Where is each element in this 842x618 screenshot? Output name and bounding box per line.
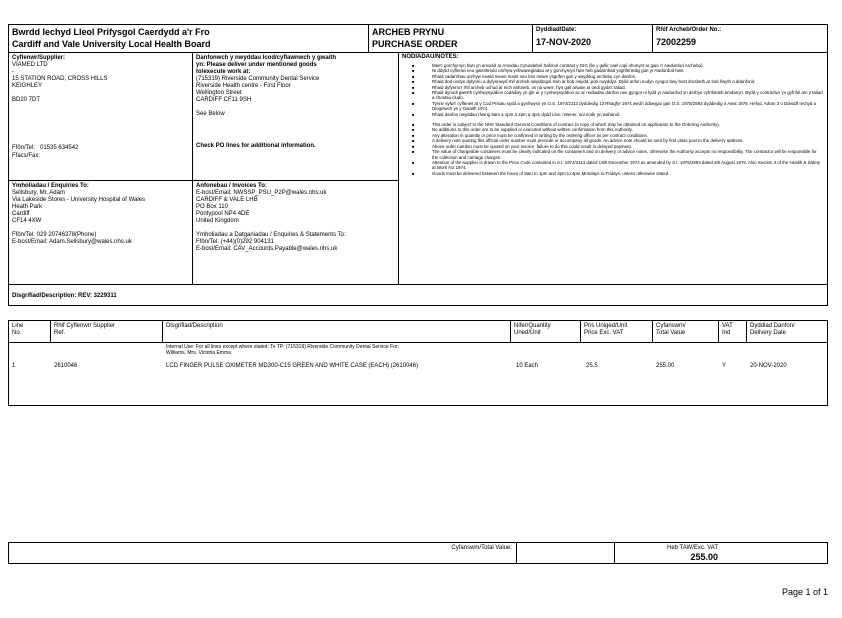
invoices-email: E-bost/Email: CAV_Accounts.Payable@wales.nhs.uk	[196, 246, 338, 252]
enquiries-block	[12, 183, 190, 246]
doc-title-english: PURCHASE ORDER	[372, 39, 458, 49]
header-quantity	[514, 323, 551, 337]
invoices-line: PO Box 110	[196, 204, 228, 210]
enquiries-line: Sellsbury, Mr. Adam	[12, 190, 65, 196]
row-unit-price: 25.5	[586, 363, 598, 369]
order-number-label: Rhif Archeb/Order No.:	[656, 27, 722, 33]
row-description: LCD FINGER PULSE OXIMETER MD300-C15 GREEN AND WHITE CASE (EACH) (2610046)	[166, 363, 419, 369]
list-item: ■ Any alteration in quantity or price must be confirmed in writing by the ordering officer as per contract conditions.	[402, 133, 824, 138]
header-text: Cyfanswm/	[656, 323, 686, 329]
invoices-line: United Kingdom	[196, 218, 239, 224]
enquiries-line: CF14 4XW	[12, 218, 42, 224]
header-supplier-ref	[54, 323, 115, 337]
enquiries-line: Heath Park	[12, 204, 43, 210]
invoices-line: Pontypool NP4 4DE	[196, 211, 250, 217]
delivery-line: Riverside Health centre - First Floor	[196, 83, 291, 89]
delivery-note: Check PO lines for additional information.	[196, 143, 316, 149]
row-vat-ind: Y	[722, 363, 727, 369]
enquiries-email: E-bost/Email: Adam.Sellsbury@wales.nhs.uk	[12, 239, 132, 245]
list-item: ■ Above order number must be quoted on your invoice, failure to do this could result in delayed payment.	[402, 144, 824, 149]
total-value: 255.00	[690, 552, 718, 562]
invoices-email: E-bost/Email: NWSSP_PSU_P2P@wales.nhs.uk	[196, 190, 327, 196]
list-item: ■ The value of chargeable containers must be clearly indicated on the containers and on delivery or advice notes, otherwise the Authority accepts no responsibility. The contractor will be responsible for the collection and carriage charges.	[402, 149, 824, 160]
org-name-english: Cardiff and Vale University Local Health Board	[12, 39, 211, 49]
invoices-line	[196, 225, 396, 232]
delivery-line: CARDIFF CF11 9SH	[196, 97, 252, 103]
list-item: ■ A delivery note quoting this official order number must precede or accompany all goods. An advice note should be sent by first class post to the delivery address.	[402, 138, 824, 143]
list-item: ■ Attention of the supplier is drawn to the Price Code contained in S.I. 1974/2113 dated 13th December 1974 as amended by S.I. 1975/2593 dated 4th August 1975. Also Section 3 of the Health & Safety at Work Act 1974.	[402, 160, 824, 171]
header-text: Ind	[722, 330, 731, 336]
header-line-no	[12, 323, 23, 337]
total-exc-vat-label: Heb TAW/Exc. VAT	[666, 545, 718, 551]
list-item: ■ Tynnir sylw'r cyflenwr at y Cod Prisiau sydd a gynhwysir yn O.S. 1974/2113 dyddiedig 13 Rhagfyr 1974 wedi'i ddiwygio gan O.S. 1975/2593 dyddiedig 4 Awst 1975. Hefyd, Adran 3 o Ddeddf Iechyd a Diogelwch yn y Gwaith 1974.	[402, 101, 824, 112]
invoices-block	[196, 183, 396, 253]
supplier-line	[12, 90, 190, 97]
header-text: No.	[12, 330, 22, 336]
list-item: ■ Rhaid cadarnhau unrhyw newid mewn maint neu bris mewn ysgrifen gan y swyddog archebu cyn danfon.	[402, 74, 824, 79]
supplier-line: -	[12, 69, 14, 75]
delivery-label: Danfonwch y nwyddau lcod/cyflawnwch y gwaith	[196, 55, 337, 61]
delivery-label: to/execute work at:	[196, 69, 251, 75]
list-item: ■ Rhaid dyfynnu'r rhif archeb uchod ar eich anfoneb, os na wneir, hyn gall arwain at oedi gyda'r taliad.	[402, 85, 824, 90]
list-item: ■ Mae'r gorchymyn hwn yn amodol ar Amodau Cytundebol Safonol contract y GIG (lle y gellir cael copi ohonynt ar gais i'r Awdurdod Archebu).	[402, 63, 824, 68]
supplier-line: BD20 7DT	[12, 97, 41, 103]
supplier-line: KEIGHLEY	[12, 83, 43, 89]
delivery-line	[196, 104, 396, 111]
row-total-value: 255.00	[656, 363, 675, 369]
doc-title-welsh: ARCHEB PRYNU	[372, 27, 445, 37]
list-item: ■ Rhaid danfon nwyddau rhwng 9am a 1pm a 2pm a 4pm dydd Llun i Wener, oni nodir yn wahanol.	[402, 112, 824, 117]
invoices-line: Ffôn/Tel: (+44)(0)292 904131	[196, 239, 274, 245]
list-item: ■ Rhaid dynodi gwerth cynhwysyddion codadwy yn glir ar y cynhwysyddion ac ar nodiadau danfon neu gyngor ni fydd yr Awdurdod yn derbyn cyfrifoldeb amdanyn. Bydd y contractwr yn gyfrifol am y taliad a chostau cludo.	[402, 90, 824, 101]
header-text: Dyddiad Danfon/	[750, 323, 795, 329]
notes-english-list	[402, 122, 824, 176]
row-delivery-date: 20-NOV-2020	[750, 363, 787, 369]
page-number: Page 1 of 1	[781, 587, 828, 597]
row-supplier-ref: 2610046	[54, 363, 78, 369]
internal-use-line: Williams, Mrs. Victoria Emma	[166, 350, 231, 357]
header-description	[166, 323, 223, 330]
header-text: Delivery Date	[750, 330, 787, 336]
invoices-label: Anfonebau / Invoices To:	[196, 183, 267, 189]
delivery-block	[196, 55, 396, 118]
notes-welsh-list	[402, 63, 824, 117]
supplier-phone: Ffôn/Tel: 01535 634542	[12, 145, 79, 151]
invoices-line: CARDIFF & VALE LHB	[196, 197, 258, 203]
header-total-value	[656, 323, 686, 337]
internal-use-note	[166, 344, 399, 357]
list-item: ■ This order is subject to the NHS Standard General Conditions of contract (a copy of which may be obtained on application to the Ordering Authority).	[402, 122, 824, 127]
list-item: ■ Ni ddylid cyflenwi neu gweithredu unrhyw ychwanegiadau at y gorchymyn hwn heb gadarnhad ysgrifenedig gan yr Awdurdod hwn.	[402, 68, 824, 73]
list-item: ■ No additions to this order are to be supplied or executed without written confirmation from this Authority.	[402, 127, 824, 132]
enquiries-line	[12, 225, 190, 232]
header-text: Rhif Cyflenwr/ Supplier	[54, 323, 116, 329]
supplier-label: Cyflenwr/Supplier:	[12, 55, 66, 61]
header-delivery-date	[750, 323, 795, 337]
header-text: Disgrifiad/Description	[166, 323, 223, 329]
list-item: ■ Rhaid dod nodyn dyfynnu a dyfynnwyd rhif archeb swyddogol hwn ar bob nwydd, pob cwyddyn. Dylid anfon nodyn cyngor bwy bost drosbeth ar bob llwyth a ddanfonir.	[402, 79, 824, 84]
delivery-label: yn: Please deliver under mentioned goods	[196, 62, 317, 68]
enquiries-line: Via Lakeside Stores - University Hospital of Wales	[12, 197, 146, 203]
row-quantity: 10 Each	[516, 363, 539, 369]
header-text: Price Exc. VAT	[584, 330, 624, 336]
supplier-line: VIAMED LTD	[12, 62, 48, 68]
header-unit-price	[584, 323, 627, 337]
row-line-no: 1	[12, 363, 16, 369]
date-value: 17-NOV-2020	[536, 37, 592, 47]
header-text: Uned/Unit	[514, 330, 541, 336]
enquiries-label: Ymholiadau / Enquiries To:	[12, 183, 89, 189]
supplier-line: 15 STATION ROAD, CROSS HILLS	[12, 76, 108, 82]
header-text: Ref.	[54, 330, 66, 336]
internal-use-line: Internal Use: For all lines except where stated: To TP: (715319) Riverside Community Dental Service For:	[166, 344, 399, 350]
supplier-block	[12, 55, 190, 104]
enquiries-line: Ffôn/Tel: 029 20746378(Phone)	[12, 232, 97, 238]
table-row	[8, 363, 828, 373]
delivery-line: (715319) Riverside Community Dental Service	[196, 76, 320, 82]
invoices-line: Ymholiadau a Datganiadau / Enquiries & Statements To:	[196, 232, 346, 238]
header-text: Pris Uniged/Unit	[584, 323, 628, 329]
delivery-line: See Below	[196, 111, 225, 117]
org-name-welsh: Bwrdd Iechyd Lleol Prifysgol Caerdydd a'r Fro	[12, 27, 210, 37]
header-vat-ind	[722, 323, 733, 337]
header-text: Total Value	[656, 330, 686, 336]
total-label: Cyfanswm/Total Value:	[451, 545, 512, 551]
header-text: Line	[12, 323, 24, 329]
notes-label: NODIADAU/NOTES:	[402, 54, 459, 60]
header-text: Nifer/Quantity	[514, 323, 551, 329]
notes-block	[402, 54, 824, 176]
header-text: VAT	[722, 323, 733, 329]
list-item: ■ Goods must be delivered between the hours of 9am to 1pm and 2pm to 4pm Mondays to Fridays, unless otherwise stated.	[402, 171, 824, 176]
supplier-fax: Ffacs/Fax:	[12, 153, 41, 159]
date-label: Dyddiad/Date:	[536, 27, 577, 33]
order-number-value: 72002259	[656, 37, 697, 47]
delivery-line: Wellington Street	[196, 90, 242, 96]
description-ref: Disgrifiad/Description: REV: 3229311	[12, 293, 117, 299]
enquiries-line: Cardiff	[12, 211, 30, 217]
